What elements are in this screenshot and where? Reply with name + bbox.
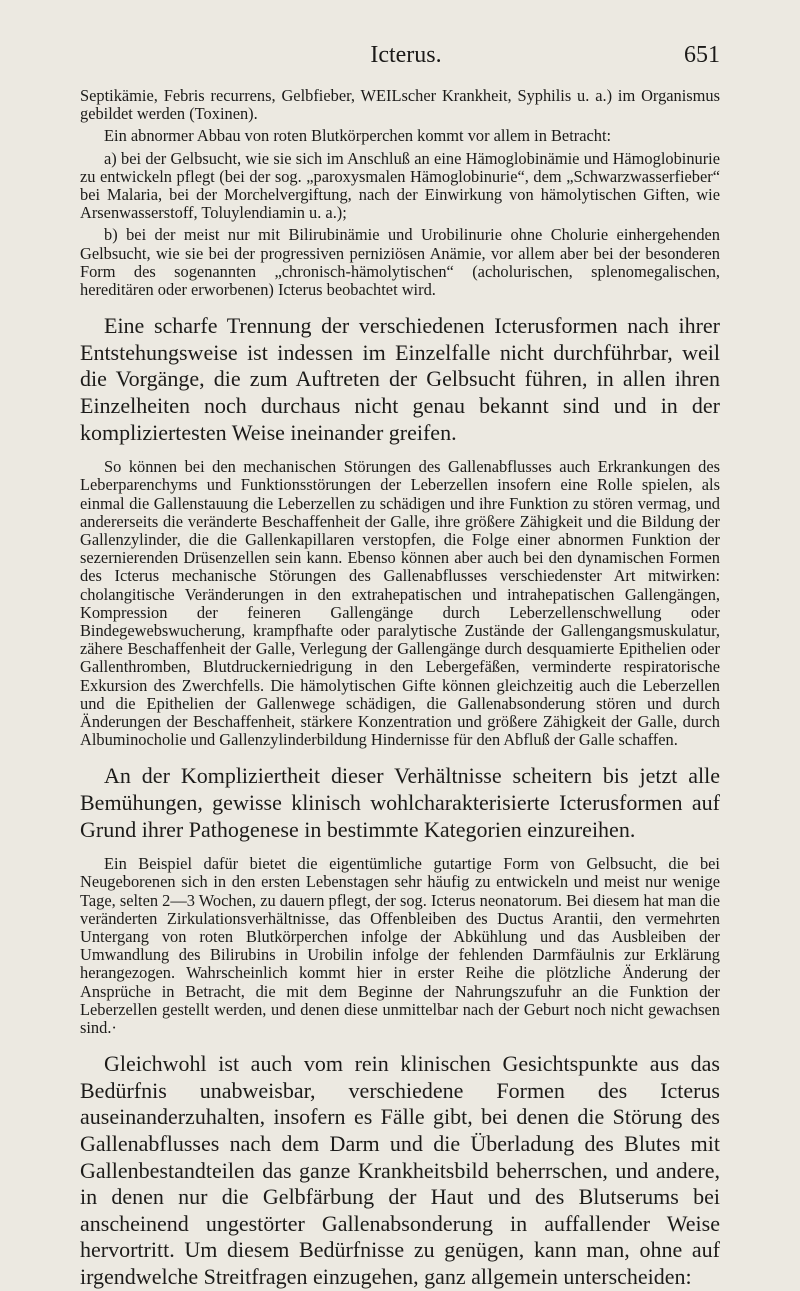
paragraph-2: Ein abnormer Abbau von roten Blutkörperchen kommt vor allem in Betracht: bbox=[104, 126, 612, 146]
paragraph-6: So können bei den mechanischen Störungen des Gallenabflusses auch Erkrankungen des Leberparenchyms und Funktionsstörungen der Leberzellen insofern eine Rolle spielen, als einmal die Gallenstauung die Leberzellen zu schädigen und ihre Funktion zu stören vermag, und andererseits die veränderte Beschaffenheit der Galle, ihre größere Zähigkeit und die Bildung der Gallenzylinder, die die Gallenkapillaren verstopfen, die Folge einer abnormen Funktion der sezernierenden Drüsenzellen sein kann. Ebenso können aber auch bei den dynamischen Formen des Icterus mechanische Störungen des Gallenabflusses verschiedenster Art mitwirken: cholangitische Veränderungen in den extrahepatischen und intrahepatischen Gallengängen, Kompression der feineren Gallengänge durch Leberzellenschwellung oder Bindegewebswucherung, krampfhafte oder paralytische Zustände der Gallengangsmuskulatur, zähere Beschaffenheit der Galle, Verlegung der Gallengänge durch desquamierte Epithelien oder Gallenthromben, Blutdruckerniedrigung in den Lebergefäßen, verminderte respiratorische Exkursion des Zwerchfells. Die hämolytischen Gifte können gleichzeitig auch die Leberzellen und die Epithelien der Gallenwege schädigen, die Gallenabsonderung stören und durch Änderungen der Beschaffenheit, stärkere Konzentration und größere Zähigkeit der Galle, durch Albuminocholie und Gallenzylinderbildung Hindernisse für den Abfluß der Galle schaffen. bbox=[80, 457, 720, 750]
paragraph-7: An der Kompliziertheit dieser Verhältnisse scheitern bis jetzt alle Bemühungen, gewisse klinisch wohlcharakterisierte Icterusformen auf Grund ihrer Pathogenese in bestimmte Kategorien einzureihen. bbox=[80, 763, 720, 842]
paragraph-5: Eine scharfe Trennung der verschiedenen Icterusformen nach ihrer Entstehungsweise ist indessen im Einzelfalle nicht durchführbar, weil die Vorgänge, die zum Auftreten der Gelbsucht führen, in allen ihren Einzelheiten noch durchaus nicht genau bekannt sind und in der kompliziertesten Weise ineinander greifen. bbox=[80, 313, 720, 445]
paragraph-8: Ein Beispiel dafür bietet die eigentümliche gutartige Form von Gelbsucht, die bei Neugeborenen sich in den ersten Lebenstagen sehr häufig zu entwickeln und meist nur wenige Tage, selten 2—3 Wochen, zu dauern pflegt, der sog. Icterus neonatorum. Bei diesem hat man die veränderten Zirkulationsverhältnisse, das Offenbleiben des Ductus Arantii, den vermehrten Untergang von roten Blutkörperchen infolge der Abkühlung und das Ausbleiben der Umwandlung des Bilirubins in Urobilin infolge der fehlenden Darmfäulnis zur Erklärung herangezogen. Wahrscheinlich kommt hier in erster Reihe die plötzliche Änderung der Ansprüche in Betracht, die mit dem Beginne der Nahrungszufuhr an die Funktion der Leberzellen gestellt werden, und denen diese unmittelbar nach der Geburt noch nicht gewachsen sind.· bbox=[80, 854, 720, 1038]
running-title: Icterus. bbox=[370, 42, 442, 68]
page-number: 651 bbox=[684, 42, 720, 68]
paragraph-3: a) bei der Gelbsucht, wie sie sich im Anschluß an eine Hämoglobinämie und Hämoglobinurie zu entwickeln pflegt (bei der sog. „paroxysmalen Hämoglobinurie“, dem „Schwarzwasserfieber“ bei Malaria, bei der Morchelvergiftung, nach der Einwirkung von hämolytischen Giften, wie Arsenwasserstoff, Toluylendiamin u. a.); bbox=[80, 148, 720, 223]
paragraph-4: b) bei der meist nur mit Bilirubinämie und Urobilinurie ohne Cholurie einhergehenden Gelbsucht, wie sie bei der progressiven perniziösen Anämie, vor allem aber bei der besonderen Form des sogenannten „chronisch-hämolytischen“ (acholurischen, splenomegalischen, hereditären oder erworbenen) Icterus beobachtet wird. bbox=[80, 225, 720, 300]
body-text bbox=[80, 87, 720, 1291]
paragraph-1: Septikämie, Febris recurrens, Gelbfieber, WEILscher Krankheit, Syphilis u. a.) im Organismus gebildet werden (Toxinen). bbox=[80, 86, 720, 124]
page-header bbox=[92, 42, 720, 72]
paragraph-9: Gleichwohl ist auch vom rein klinischen Gesichtspunkte aus das Bedürfnis unabweisbar, verschiedene Formen des Icterus auseinanderzuhalten, insofern es Fälle gibt, bei denen die Störung des Gallenabflusses nach dem Darm und die Überladung des Blutes mit Gallenbestandteilen das ganze Krankheitsbild beherrschen, und andere, in denen nur die Gelbfärbung der Haut und des Blutserums bei anscheinend ungestörter Gallenabsonderung in auffallender Weise hervortritt. Um diesem Bedürfnisse zu genügen, kann man, ohne auf irgendwelche Streitfragen einzugehen, ganz allgemein unterscheiden: bbox=[80, 1051, 720, 1290]
